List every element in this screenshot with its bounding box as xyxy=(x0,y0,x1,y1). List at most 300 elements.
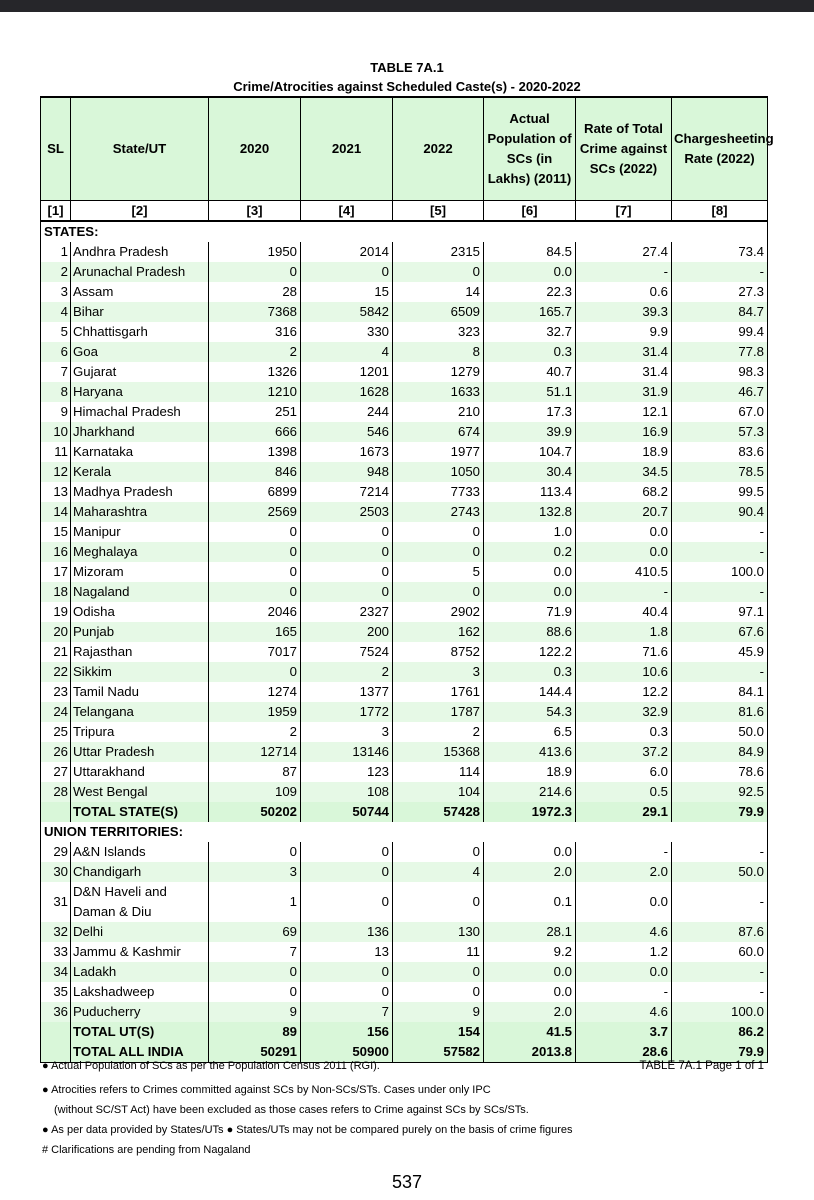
row-rate: 0.3 xyxy=(576,722,672,742)
total-sl xyxy=(41,802,71,822)
row-charge: 98.3 xyxy=(672,362,768,382)
table-row xyxy=(41,642,768,662)
row-y2020: 666 xyxy=(209,422,301,442)
row-y2021: 1628 xyxy=(301,382,393,402)
row-y2020: 1210 xyxy=(209,382,301,402)
table-row xyxy=(41,522,768,542)
row-y2021: 3 xyxy=(301,722,393,742)
row-y2020: 7 xyxy=(209,942,301,962)
row-name: Puducherry xyxy=(71,1002,209,1022)
row-y2020: 28 xyxy=(209,282,301,302)
row-pop: 132.8 xyxy=(484,502,576,522)
row-y2022: 0 xyxy=(393,262,484,282)
row-pop: 0.3 xyxy=(484,662,576,682)
row-name: Sikkim xyxy=(71,662,209,682)
row-rate: 4.6 xyxy=(576,1002,672,1022)
row-charge: 77.8 xyxy=(672,342,768,362)
row-sl: 14 xyxy=(41,502,71,522)
row-sl: 28 xyxy=(41,782,71,802)
row-rate: 10.6 xyxy=(576,662,672,682)
row-pop: 104.7 xyxy=(484,442,576,462)
row-charge: 67.0 xyxy=(672,402,768,422)
row-charge: - xyxy=(672,882,768,922)
row-pop: 51.1 xyxy=(484,382,576,402)
row-y2021: 200 xyxy=(301,622,393,642)
row-sl: 12 xyxy=(41,462,71,482)
total-rate: 28.6 xyxy=(576,1042,672,1063)
row-y2021: 13 xyxy=(301,942,393,962)
table-row xyxy=(41,362,768,382)
row-charge: 46.7 xyxy=(672,382,768,402)
row-sl: 35 xyxy=(41,982,71,1002)
row-sl: 1 xyxy=(41,242,71,262)
row-rate: 32.9 xyxy=(576,702,672,722)
row-sl: 26 xyxy=(41,742,71,762)
header-row xyxy=(41,97,768,200)
top-bar xyxy=(0,0,814,12)
table-row xyxy=(41,662,768,682)
row-y2021: 244 xyxy=(301,402,393,422)
column-index: [4] xyxy=(301,200,393,221)
row-y2020: 2 xyxy=(209,342,301,362)
row-y2020: 1326 xyxy=(209,362,301,382)
row-rate: 71.6 xyxy=(576,642,672,662)
row-name: Ladakh xyxy=(71,962,209,982)
row-charge: 45.9 xyxy=(672,642,768,662)
row-y2020: 846 xyxy=(209,462,301,482)
row-charge: - xyxy=(672,522,768,542)
footnote-population: ● Actual Population of SCs as per the Population Census 2011 (RGI). xyxy=(42,1060,380,1072)
row-rate: 27.4 xyxy=(576,242,672,262)
row-rate: 34.5 xyxy=(576,462,672,482)
row-pop: 165.7 xyxy=(484,302,576,322)
row-sl: 18 xyxy=(41,582,71,602)
row-y2021: 330 xyxy=(301,322,393,342)
row-y2020: 7368 xyxy=(209,302,301,322)
row-charge: 73.4 xyxy=(672,242,768,262)
table-row xyxy=(41,282,768,302)
table-row xyxy=(41,422,768,442)
row-y2021: 0 xyxy=(301,522,393,542)
row-y2021: 2014 xyxy=(301,242,393,262)
row-rate: 410.5 xyxy=(576,562,672,582)
row-name: Maharashtra xyxy=(71,502,209,522)
row-name: Assam xyxy=(71,282,209,302)
row-pop: 39.9 xyxy=(484,422,576,442)
row-rate: 1.8 xyxy=(576,622,672,642)
row-charge: 87.6 xyxy=(672,922,768,942)
row-y2021: 0 xyxy=(301,262,393,282)
row-y2022: 1633 xyxy=(393,382,484,402)
row-name: Jharkhand xyxy=(71,422,209,442)
row-rate: 18.9 xyxy=(576,442,672,462)
header-2021: 2021 xyxy=(301,97,393,200)
total-rate: 3.7 xyxy=(576,1022,672,1042)
total-y2022: 57428 xyxy=(393,802,484,822)
row-charge: 27.3 xyxy=(672,282,768,302)
row-y2022: 1050 xyxy=(393,462,484,482)
row-y2021: 0 xyxy=(301,562,393,582)
data-table xyxy=(40,96,774,1063)
total-sl xyxy=(41,1022,71,1042)
row-charge: - xyxy=(672,982,768,1002)
row-pop: 30.4 xyxy=(484,462,576,482)
row-charge: 90.4 xyxy=(672,502,768,522)
row-y2020: 1 xyxy=(209,882,301,922)
row-pop: 0.0 xyxy=(484,962,576,982)
row-sl: 25 xyxy=(41,722,71,742)
row-rate: 16.9 xyxy=(576,422,672,442)
row-charge: 57.3 xyxy=(672,422,768,442)
row-name: Mizoram xyxy=(71,562,209,582)
row-y2021: 7 xyxy=(301,1002,393,1022)
row-charge: - xyxy=(672,962,768,982)
row-rate: 0.0 xyxy=(576,962,672,982)
row-rate: 0.0 xyxy=(576,542,672,562)
row-y2020: 0 xyxy=(209,582,301,602)
row-y2020: 1274 xyxy=(209,682,301,702)
row-y2021: 0 xyxy=(301,842,393,862)
row-name: Goa xyxy=(71,342,209,362)
data-table-wrapper xyxy=(40,96,774,1063)
row-y2021: 0 xyxy=(301,542,393,562)
total-charge: 79.9 xyxy=(672,1042,768,1063)
row-sl: 36 xyxy=(41,1002,71,1022)
row-pop: 84.5 xyxy=(484,242,576,262)
table-row xyxy=(41,242,768,262)
row-y2020: 7017 xyxy=(209,642,301,662)
row-sl: 2 xyxy=(41,262,71,282)
row-name: Nagaland xyxy=(71,582,209,602)
row-y2021: 5842 xyxy=(301,302,393,322)
row-y2020: 1950 xyxy=(209,242,301,262)
total-y2021: 156 xyxy=(301,1022,393,1042)
row-rate: 37.2 xyxy=(576,742,672,762)
row-rate: - xyxy=(576,982,672,1002)
row-rate: 31.4 xyxy=(576,362,672,382)
row-name: Chhattisgarh xyxy=(71,322,209,342)
row-pop: 113.4 xyxy=(484,482,576,502)
row-y2022: 14 xyxy=(393,282,484,302)
row-y2021: 0 xyxy=(301,882,393,922)
row-name: Lakshadweep xyxy=(71,982,209,1002)
row-sl: 24 xyxy=(41,702,71,722)
row-y2021: 13146 xyxy=(301,742,393,762)
row-y2020: 165 xyxy=(209,622,301,642)
table-row xyxy=(41,882,768,922)
row-y2022: 2 xyxy=(393,722,484,742)
row-y2022: 114 xyxy=(393,762,484,782)
row-pop: 1.0 xyxy=(484,522,576,542)
row-rate: 31.9 xyxy=(576,382,672,402)
header-chargesheeting: Chargesheeting Rate (2022) xyxy=(672,97,768,200)
column-index: [5] xyxy=(393,200,484,221)
row-name: A&N Islands xyxy=(71,842,209,862)
row-rate: 0.5 xyxy=(576,782,672,802)
row-y2021: 546 xyxy=(301,422,393,442)
row-charge: - xyxy=(672,582,768,602)
row-sl: 32 xyxy=(41,922,71,942)
total-label: TOTAL ALL INDIA xyxy=(71,1042,209,1063)
row-y2021: 2503 xyxy=(301,502,393,522)
row-name: Karnataka xyxy=(71,442,209,462)
table-subtitle: Crime/Atrocities against Scheduled Caste(s) - 2020-2022 xyxy=(233,79,581,94)
total-pop: 1972.3 xyxy=(484,802,576,822)
row-name: Jammu & Kashmir xyxy=(71,942,209,962)
row-sl: 5 xyxy=(41,322,71,342)
row-sl: 27 xyxy=(41,762,71,782)
row-name: Gujarat xyxy=(71,362,209,382)
row-charge: 84.9 xyxy=(672,742,768,762)
row-y2022: 162 xyxy=(393,622,484,642)
row-y2021: 1201 xyxy=(301,362,393,382)
row-charge: 99.5 xyxy=(672,482,768,502)
column-index: [2] xyxy=(71,200,209,221)
row-charge: - xyxy=(672,262,768,282)
row-y2020: 2569 xyxy=(209,502,301,522)
row-pop: 144.4 xyxy=(484,682,576,702)
total-rate: 29.1 xyxy=(576,802,672,822)
table-row xyxy=(41,722,768,742)
row-y2020: 2 xyxy=(209,722,301,742)
total-label: TOTAL STATE(S) xyxy=(71,802,209,822)
row-sl: 7 xyxy=(41,362,71,382)
row-sl: 15 xyxy=(41,522,71,542)
row-charge: 60.0 xyxy=(672,942,768,962)
header-2022: 2022 xyxy=(393,97,484,200)
row-name: Kerala xyxy=(71,462,209,482)
row-rate: 9.9 xyxy=(576,322,672,342)
total-charge: 79.9 xyxy=(672,802,768,822)
row-pop: 413.6 xyxy=(484,742,576,762)
row-sl: 20 xyxy=(41,622,71,642)
row-name: Manipur xyxy=(71,522,209,542)
row-charge: 50.0 xyxy=(672,862,768,882)
row-name: Delhi xyxy=(71,922,209,942)
uts-section-label: UNION TERRITORIES: xyxy=(41,822,768,842)
row-name: Rajasthan xyxy=(71,642,209,662)
table-row xyxy=(41,442,768,462)
header-state: State/UT xyxy=(71,97,209,200)
table-row xyxy=(41,982,768,1002)
row-y2021: 1772 xyxy=(301,702,393,722)
row-sl: 33 xyxy=(41,942,71,962)
row-pop: 0.0 xyxy=(484,982,576,1002)
row-charge: 100.0 xyxy=(672,1002,768,1022)
header-population: Actual Population of SCs (in Lakhs) (2011) xyxy=(484,97,576,200)
row-sl: 29 xyxy=(41,842,71,862)
row-name: Arunachal Pradesh xyxy=(71,262,209,282)
row-y2021: 0 xyxy=(301,982,393,1002)
total-pop: 41.5 xyxy=(484,1022,576,1042)
total-y2021: 50900 xyxy=(301,1042,393,1063)
row-pop: 0.0 xyxy=(484,562,576,582)
table-row xyxy=(41,842,768,862)
table-row xyxy=(41,542,768,562)
row-y2020: 1398 xyxy=(209,442,301,462)
row-charge: - xyxy=(672,662,768,682)
row-y2021: 7524 xyxy=(301,642,393,662)
row-sl: 9 xyxy=(41,402,71,422)
row-name: Uttar Pradesh xyxy=(71,742,209,762)
row-name: Himachal Pradesh xyxy=(71,402,209,422)
row-y2020: 0 xyxy=(209,842,301,862)
header-sl: SL xyxy=(41,97,71,200)
table-body xyxy=(41,221,768,1063)
row-y2020: 0 xyxy=(209,562,301,582)
total-uts-row xyxy=(41,1022,768,1042)
total-label: TOTAL UT(S) xyxy=(71,1022,209,1042)
row-y2022: 0 xyxy=(393,522,484,542)
row-y2020: 0 xyxy=(209,262,301,282)
row-y2020: 3 xyxy=(209,862,301,882)
row-y2020: 6899 xyxy=(209,482,301,502)
row-y2022: 1279 xyxy=(393,362,484,382)
total-y2020: 50291 xyxy=(209,1042,301,1063)
row-name: Telangana xyxy=(71,702,209,722)
row-rate: 0.6 xyxy=(576,282,672,302)
row-sl: 31 xyxy=(41,882,71,922)
row-name: West Bengal xyxy=(71,782,209,802)
footnote-atrocities-cont: (without SC/ST Act) have been excluded as those cases refers to Crime against SCs by SCs/STs. xyxy=(54,1104,529,1116)
row-charge: 78.6 xyxy=(672,762,768,782)
row-pop: 0.3 xyxy=(484,342,576,362)
table-row xyxy=(41,262,768,282)
row-y2022: 0 xyxy=(393,962,484,982)
table-row xyxy=(41,502,768,522)
column-index: [6] xyxy=(484,200,576,221)
row-y2022: 0 xyxy=(393,982,484,1002)
total-y2020: 89 xyxy=(209,1022,301,1042)
row-pop: 32.7 xyxy=(484,322,576,342)
table-row xyxy=(41,702,768,722)
row-pop: 40.7 xyxy=(484,362,576,382)
page-reference: TABLE 7A.1 Page 1 of 1 xyxy=(639,1060,764,1072)
row-pop: 0.0 xyxy=(484,842,576,862)
row-name: D&N Haveli and Daman & Diu xyxy=(71,882,209,922)
row-y2022: 7733 xyxy=(393,482,484,502)
table-row xyxy=(41,382,768,402)
table-row xyxy=(41,962,768,982)
row-y2022: 674 xyxy=(393,422,484,442)
row-sl: 11 xyxy=(41,442,71,462)
table-row xyxy=(41,322,768,342)
row-name: Bihar xyxy=(71,302,209,322)
row-sl: 23 xyxy=(41,682,71,702)
row-y2020: 9 xyxy=(209,1002,301,1022)
row-y2020: 1959 xyxy=(209,702,301,722)
total-sl xyxy=(41,1042,71,1063)
table-row xyxy=(41,742,768,762)
row-rate: 31.4 xyxy=(576,342,672,362)
row-sl: 19 xyxy=(41,602,71,622)
row-y2022: 1787 xyxy=(393,702,484,722)
uts-section-row xyxy=(41,822,768,842)
row-name: Chandigarh xyxy=(71,862,209,882)
table-row xyxy=(41,942,768,962)
row-rate: - xyxy=(576,262,672,282)
row-y2021: 0 xyxy=(301,862,393,882)
row-pop: 214.6 xyxy=(484,782,576,802)
row-y2022: 5 xyxy=(393,562,484,582)
row-y2020: 69 xyxy=(209,922,301,942)
total-y2020: 50202 xyxy=(209,802,301,822)
row-rate: 40.4 xyxy=(576,602,672,622)
row-y2021: 2 xyxy=(301,662,393,682)
row-pop: 9.2 xyxy=(484,942,576,962)
row-y2022: 130 xyxy=(393,922,484,942)
row-y2021: 2327 xyxy=(301,602,393,622)
row-rate: 12.1 xyxy=(576,402,672,422)
total-all-india-row xyxy=(41,1042,768,1063)
row-charge: 92.5 xyxy=(672,782,768,802)
row-y2022: 2902 xyxy=(393,602,484,622)
row-y2021: 948 xyxy=(301,462,393,482)
table-row xyxy=(41,402,768,422)
row-pop: 17.3 xyxy=(484,402,576,422)
column-index: [7] xyxy=(576,200,672,221)
row-y2020: 0 xyxy=(209,522,301,542)
row-y2020: 0 xyxy=(209,662,301,682)
row-sl: 4 xyxy=(41,302,71,322)
row-charge: - xyxy=(672,842,768,862)
table-row xyxy=(41,302,768,322)
row-pop: 0.2 xyxy=(484,542,576,562)
row-y2020: 0 xyxy=(209,982,301,1002)
row-pop: 0.0 xyxy=(484,262,576,282)
table-row xyxy=(41,622,768,642)
row-sl: 17 xyxy=(41,562,71,582)
states-section-label: STATES: xyxy=(41,221,768,242)
row-pop: 71.9 xyxy=(484,602,576,622)
table-row xyxy=(41,582,768,602)
row-rate: 0.0 xyxy=(576,882,672,922)
table-row xyxy=(41,602,768,622)
row-y2021: 1377 xyxy=(301,682,393,702)
row-y2022: 8 xyxy=(393,342,484,362)
table-row xyxy=(41,682,768,702)
row-y2021: 7214 xyxy=(301,482,393,502)
table-row xyxy=(41,1002,768,1022)
column-index: [1] xyxy=(41,200,71,221)
table-row xyxy=(41,562,768,582)
footnote-nagaland: # Clarifications are pending from Nagaland xyxy=(42,1144,251,1156)
page-number: 537 xyxy=(391,1172,423,1192)
row-y2021: 1673 xyxy=(301,442,393,462)
row-sl: 30 xyxy=(41,862,71,882)
row-charge: - xyxy=(672,542,768,562)
row-y2022: 4 xyxy=(393,862,484,882)
row-y2022: 210 xyxy=(393,402,484,422)
row-charge: 50.0 xyxy=(672,722,768,742)
row-y2020: 0 xyxy=(209,962,301,982)
row-name: Tamil Nadu xyxy=(71,682,209,702)
row-y2022: 2315 xyxy=(393,242,484,262)
row-sl: 10 xyxy=(41,422,71,442)
row-y2020: 109 xyxy=(209,782,301,802)
footnote-atrocities: ● Atrocities refers to Crimes committed against SCs by Non-SCs/STs. Cases under only IPC xyxy=(42,1084,491,1096)
row-y2022: 0 xyxy=(393,582,484,602)
row-y2022: 8752 xyxy=(393,642,484,662)
total-y2021: 50744 xyxy=(301,802,393,822)
row-pop: 22.3 xyxy=(484,282,576,302)
row-sl: 22 xyxy=(41,662,71,682)
table-row xyxy=(41,862,768,882)
total-y2022: 154 xyxy=(393,1022,484,1042)
row-y2021: 136 xyxy=(301,922,393,942)
row-rate: 39.3 xyxy=(576,302,672,322)
row-rate: 4.6 xyxy=(576,922,672,942)
